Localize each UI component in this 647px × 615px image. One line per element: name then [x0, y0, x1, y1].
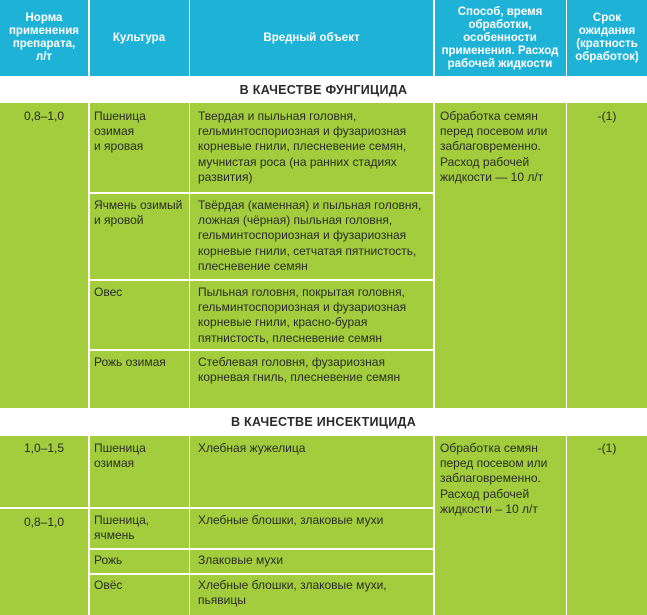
header-method: Способ, время обработки, особенности применения. Расход рабочей жидкости [435, 0, 566, 76]
pest-cell: Хлебные блошки, злаковые мухи [198, 513, 384, 527]
fungicide-rate: 0,8–1,0 [23, 109, 65, 123]
crop-cell: Пшеница, ячмень [94, 513, 150, 543]
pest-cell: Хлебная жужелица [198, 441, 306, 455]
insecticide-rate-1: 1,0–1,5 [23, 441, 65, 455]
pest-cell: Хлебные блошки, злаковые мухи, пьявицы [198, 578, 387, 608]
insecticide-table [0, 436, 647, 615]
header-crop: Культура [90, 0, 189, 76]
fungicide-table [0, 103, 647, 408]
insecticide-method: Обработка семян перед посевом или заблаговременно. Расход рабочей жидкости – 10 л/т [440, 441, 548, 516]
pest-cell: Твёрдая (каменная) и пыльная головня, ложная (чёрная) пыльная головня, гельминтоспориозная и фузариозная корневые гнили, сетчатая пятнистость, плесневение семян [198, 198, 422, 273]
pest-cell: Стеблевая головня, фузариозная корневая гниль, плесневение семян [198, 355, 401, 385]
pest-cell: Твердая и пыльная головня, гельминтоспориозная и фузариозная корневые гнили, плесневение семян, мучнистая роса (на ранних стадиях развития) [198, 109, 407, 184]
crop-cell: Ячмень озимый и яровой [94, 198, 183, 228]
crop-cell: Овёс [94, 578, 123, 592]
crop-cell: Рожь [94, 553, 123, 567]
crop-cell: Пшеница озимая [94, 441, 146, 471]
fungicide-method: Обработка семян перед посевом или заблаговременно. Расход рабочей жидкости — 10 л/т [440, 109, 548, 184]
crop-cell: Рожь озимая [94, 355, 166, 369]
header-wait: Срок ожидания (кратность обработок) [567, 0, 647, 76]
header-rate: Норма применения препарата, л/т [0, 0, 88, 76]
crop-cell: Овес [94, 285, 123, 299]
insecticide-rate-2: 0,8–1,0 [23, 515, 65, 529]
section-title-insecticide: В КАЧЕСТВЕ ИНСЕКТИЦИДА [0, 408, 647, 436]
insecticide-wait: -(1) [597, 441, 617, 455]
pest-cell: Злаковые мухи [198, 553, 284, 567]
crop-cell: Пшеница озимая и яровая [94, 109, 146, 154]
header-pest: Вредный объект [190, 0, 433, 76]
section-title-fungicide: В КАЧЕСТВЕ ФУНГИЦИДА [0, 76, 647, 103]
pest-cell: Пыльная головня, покрытая головня, гельминтоспориозная и фузариозная корневые гнили, красно-бурая пятнистость, плесневение семян [198, 285, 407, 345]
fungicide-wait: -(1) [597, 109, 617, 123]
